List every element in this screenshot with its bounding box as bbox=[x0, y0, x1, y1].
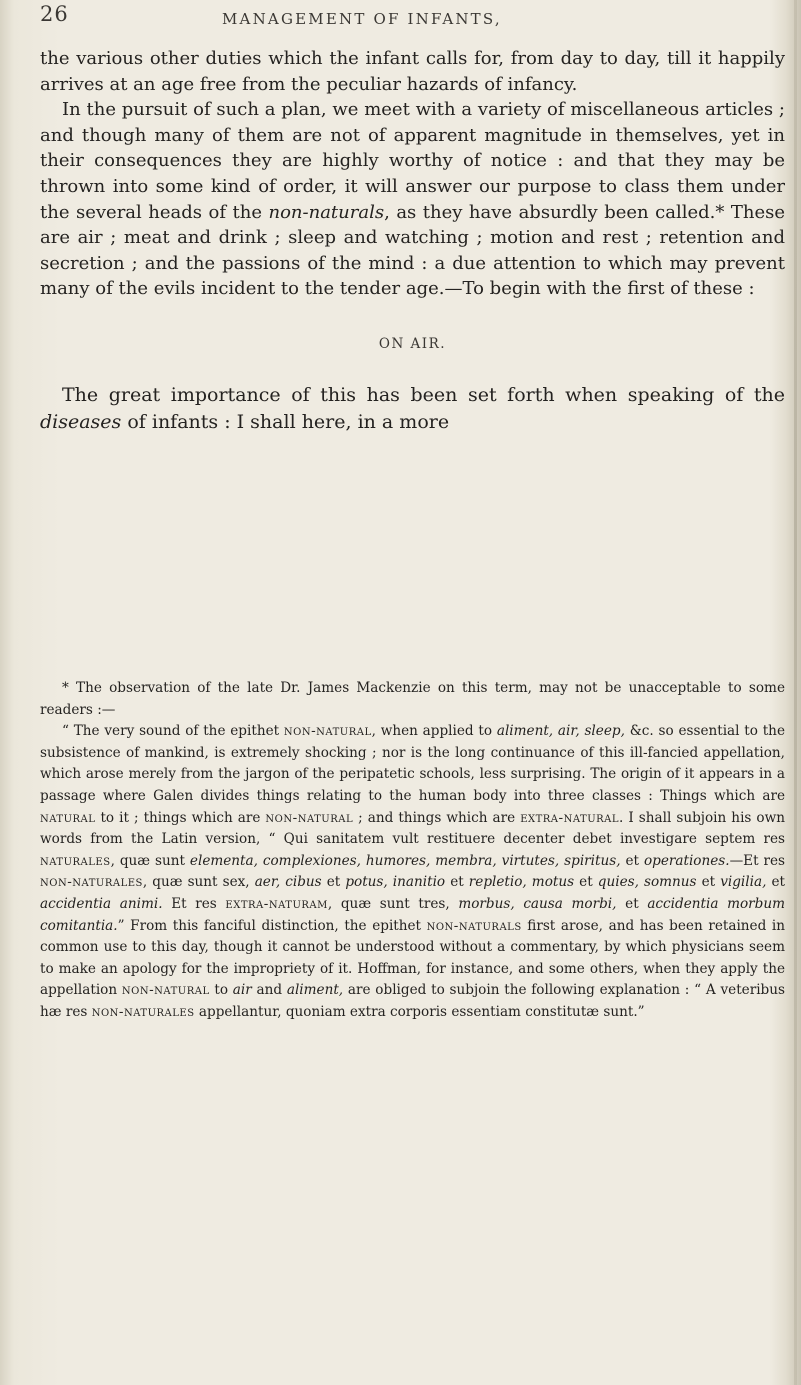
paragraph-on-air bbox=[40, 382, 785, 436]
small-caps-term: non-naturales bbox=[40, 874, 143, 891]
running-title: MANAGEMENT OF INFANTS, bbox=[222, 10, 502, 28]
text-run: . I shall subjoin his own words from the Latin version, “ Qui sanitatem vult restituere decenter debet investigare septem res bbox=[40, 809, 785, 848]
text-run: appellantur, quoniam extra corporis essentiam constitutæ sunt.” bbox=[194, 1003, 645, 1020]
text-run: et bbox=[616, 895, 648, 912]
footnote bbox=[40, 678, 785, 1024]
text-run: , quæ sunt sex, bbox=[142, 874, 255, 891]
small-caps-term: naturales bbox=[40, 852, 111, 869]
footnote-intro: * The observation of the late Dr. James Mackenzie on this term, may not be unacceptable to some readers :— bbox=[40, 680, 785, 718]
text-run: , when applied to bbox=[371, 723, 497, 740]
text-run: et bbox=[321, 874, 346, 891]
text-run: &c. so essential to the subsistence of mankind, is extremely shocking ; nor is the long continuance of this ill-fancied appellation, which arose merely from the jargon of the peripatetic schools, less surprising. The origin of it appears in a passage where Galen divides things relating to the human body into three classes : Things which are bbox=[40, 723, 785, 804]
small-caps-term: non-natural bbox=[283, 723, 372, 740]
italic-term: air bbox=[232, 982, 252, 999]
text-run: , quæ sunt tres, bbox=[327, 895, 459, 912]
small-caps-term: extra-natural bbox=[520, 809, 620, 826]
small-caps-term: non-natural bbox=[265, 809, 354, 826]
italic-term: aer, cibus bbox=[254, 874, 322, 891]
text-run: to it ; things which are bbox=[95, 809, 266, 826]
small-caps-term: non-naturals bbox=[426, 917, 522, 934]
small-caps-term: natural bbox=[40, 809, 96, 826]
section-heading: ON AIR. bbox=[378, 335, 447, 352]
text-run: , as they have absurdly been called.* These are air ; meat and drink ; sleep and watching ; motion and rest ; retention and secretion ; and the passions of the mind : a due attention to which may prevent many of the evils incident to the tender age.—To begin with the first of these : bbox=[40, 201, 785, 300]
footnote-quotation bbox=[40, 721, 785, 1023]
text-run: et bbox=[445, 874, 469, 891]
text-run: The great importance of this has been set forth when speaking of the bbox=[62, 383, 785, 406]
text-run: et bbox=[620, 852, 644, 869]
text-run: of infants : I shall here, in a more bbox=[121, 410, 450, 433]
paragraph-non-naturals bbox=[40, 97, 785, 302]
italic-term: accidentia animi. bbox=[40, 895, 163, 912]
page-number: 26 bbox=[40, 2, 69, 26]
text-run: In the pursuit of such a plan, we meet with a variety of miscellaneous articles ; and though many of them are not of apparent magnitude in themselves, yet in their consequences they are highly worthy of notice : and that they may be thrown into some kind of order, it will answer our purpose to class them under the several heads of the bbox=[40, 99, 785, 223]
text-run: Et res bbox=[162, 895, 226, 912]
text-run: ” From this fanciful distinction, the epithet bbox=[117, 917, 427, 934]
italic-term: operationes. bbox=[643, 852, 730, 869]
text-run: “ The very sound of the epithet bbox=[62, 723, 284, 740]
italic-term: quies, somnus bbox=[597, 874, 697, 891]
text-run: ; and things which are bbox=[353, 809, 521, 826]
italic-term: elementa, complexiones, humores, membra, virtutes, spiritus, bbox=[189, 852, 621, 869]
italic-term: aliment, air, sleep, bbox=[496, 723, 625, 740]
page-edge-shadow bbox=[794, 0, 797, 1385]
text-run: and bbox=[251, 982, 287, 999]
text-run: et bbox=[766, 874, 785, 891]
small-caps-term: non-natural bbox=[121, 982, 210, 999]
main-text bbox=[40, 46, 785, 436]
italic-term: potus, inanitio bbox=[345, 874, 446, 891]
italic-term: morbus, causa morbi, bbox=[458, 895, 617, 912]
small-caps-term: extra-naturam bbox=[225, 895, 328, 912]
italic-term: non-naturals bbox=[268, 201, 385, 223]
text-run: to bbox=[209, 982, 233, 999]
text-run: first arose, and has been retained in common use to this day, though it cannot be understood without a commentary, by which physicians seem to make an apology for the impropriety of it. Hoffman, for instance, and some others, when they apply the appellation bbox=[40, 917, 785, 999]
italic-term: vigilia, bbox=[720, 874, 767, 891]
italic-term: accidentia morbum comitantia. bbox=[40, 895, 786, 934]
text-run: et bbox=[696, 874, 721, 891]
text-run: are obliged to subjoin the following explanation : “ A veteribus hæ res bbox=[40, 982, 785, 1020]
text-run: , quæ sunt bbox=[110, 852, 190, 869]
text-run: et bbox=[574, 874, 598, 891]
italic-term: diseases bbox=[40, 410, 122, 433]
paragraph-continuation: the various other duties which the infant calls for, from day to day, till it happily arrives at an age free from the peculiar hazards of infancy. bbox=[40, 48, 785, 95]
text-run: —Et res bbox=[729, 852, 786, 869]
small-caps-term: non-naturales bbox=[91, 1003, 195, 1020]
italic-term: repletio, motus bbox=[468, 874, 575, 891]
italic-term: aliment, bbox=[286, 982, 344, 999]
